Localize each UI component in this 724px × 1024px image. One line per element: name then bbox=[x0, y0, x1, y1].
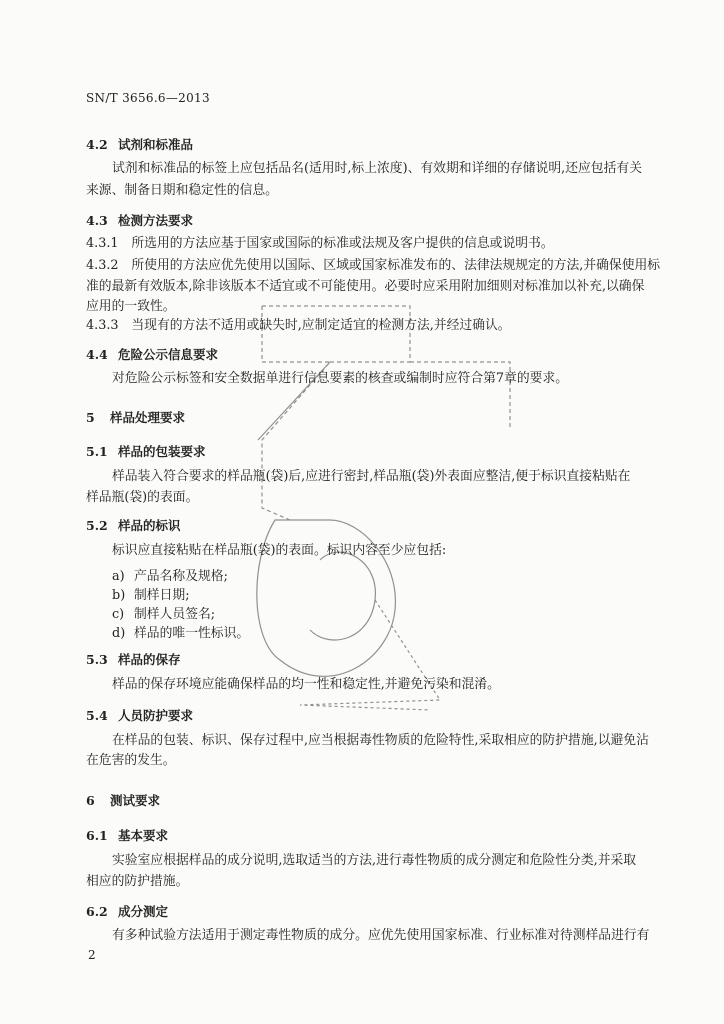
section-5-3-heading bbox=[86, 650, 181, 668]
paragraph-line: 样品瓶(袋)的表面。 bbox=[86, 490, 199, 505]
section-6-2-heading bbox=[86, 902, 168, 920]
paragraph-line: 对危险公示标签和安全数据单进行信息要素的核查或编制时应符合第7章的要求。 bbox=[112, 371, 569, 386]
paragraph-line: 相应的防护措施。 bbox=[86, 874, 189, 889]
paragraph-line: 应用的一致性。 bbox=[86, 299, 176, 314]
section-number: 5.1 bbox=[86, 444, 108, 459]
section-5-2-heading bbox=[86, 516, 181, 534]
list-item: d) 样品的唯一性标识。 bbox=[112, 626, 250, 641]
list-item: b) 制样日期; bbox=[112, 588, 190, 603]
paragraph-line: 标识应直接粘贴在样品瓶(袋)的表面。标识内容至少应包括: bbox=[112, 543, 447, 558]
list-item: c) 制样人员签名; bbox=[112, 607, 216, 622]
section-title: 样品处理要求 bbox=[110, 410, 186, 425]
standard-code-header: SN/T 3656.6—2013 bbox=[86, 91, 210, 105]
section-title: 测试要求 bbox=[110, 793, 161, 808]
section-title: 检测方法要求 bbox=[118, 213, 194, 228]
section-title: 试剂和标准品 bbox=[118, 137, 194, 152]
section-title: 基本要求 bbox=[118, 828, 169, 843]
section-title: 样品的标识 bbox=[118, 518, 181, 533]
paragraph-line: 4.3.1 所选用的方法应基于国家或国际的标准或法规及客户提供的信息或说明书。 bbox=[86, 236, 554, 251]
section-title: 样品的保存 bbox=[118, 652, 181, 667]
paragraph-line: 试剂和标准品的标签上应包括品名(适用时,标上浓度)、有效期和详细的存储说明,还应包括有关 bbox=[112, 161, 642, 176]
section-title: 危险公示信息要求 bbox=[118, 347, 219, 362]
section-title: 成分测定 bbox=[118, 904, 169, 919]
section-number: 4.4 bbox=[86, 347, 108, 362]
section-number: 4.2 bbox=[86, 137, 108, 152]
section-5-4-heading bbox=[86, 706, 193, 724]
paragraph-line: 样品的保存环境应能确保样品的均一性和稳定性,并避免污染和混淆。 bbox=[112, 677, 500, 692]
section-5-1-heading bbox=[86, 442, 206, 460]
section-number: 6 bbox=[86, 793, 95, 808]
page-number: 2 bbox=[88, 948, 96, 962]
section-6-1-heading bbox=[86, 826, 168, 844]
paragraph-line: 实验室应根据样品的成分说明,选取适当的方法,进行毒性物质的成分测定和危险性分类,并采取 bbox=[112, 853, 637, 868]
paragraph-line: 4.3.3 当现有的方法不适用或缺失时,应制定适宜的检测方法,并经过确认。 bbox=[86, 318, 511, 333]
paragraph-line: 在危害的发生。 bbox=[86, 753, 176, 768]
paragraph-line: 准的最新有效版本,除非该版本不适宜或不可能使用。必要时应采用附加细则对标准加以补充,以确保 bbox=[86, 279, 645, 294]
section-title: 样品的包装要求 bbox=[118, 444, 206, 459]
section-number: 6.2 bbox=[86, 904, 108, 919]
paragraph-line: 4.3.2 所使用的方法应优先使用以国际、区域或国家标准发布的、法律法规规定的方法,并确保使用标 bbox=[86, 258, 661, 273]
paragraph-line: 样品装入符合要求的样品瓶(袋)后,应进行密封,样品瓶(袋)外表面应整洁,便于标识直接粘贴在 bbox=[112, 469, 631, 484]
section-number: 4.3 bbox=[86, 213, 108, 228]
list-item: a) 产品名称及规格; bbox=[112, 569, 228, 584]
paragraph-line: 有多种试验方法适用于测定毒性物质的成分。应优先使用国家标准、行业标准对待测样品进行有 bbox=[112, 928, 650, 943]
section-number: 5.3 bbox=[86, 652, 108, 667]
section-number: 5.2 bbox=[86, 518, 108, 533]
section-title: 人员防护要求 bbox=[118, 708, 194, 723]
paragraph-line: 在样品的包装、标识、保存过程中,应当根据毒性物质的危险特性,采取相应的防护措施,以避免沾 bbox=[112, 733, 649, 748]
section-4-4-heading bbox=[86, 345, 218, 363]
section-number: 5 bbox=[86, 410, 95, 425]
section-4-3-heading bbox=[86, 211, 193, 229]
paragraph-line: 来源、制备日期和稳定性的信息。 bbox=[86, 183, 278, 198]
section-4-2-heading bbox=[86, 135, 193, 153]
section-6-heading bbox=[86, 791, 160, 809]
section-number: 5.4 bbox=[86, 708, 108, 723]
section-number: 6.1 bbox=[86, 828, 108, 843]
section-5-heading bbox=[86, 408, 185, 426]
